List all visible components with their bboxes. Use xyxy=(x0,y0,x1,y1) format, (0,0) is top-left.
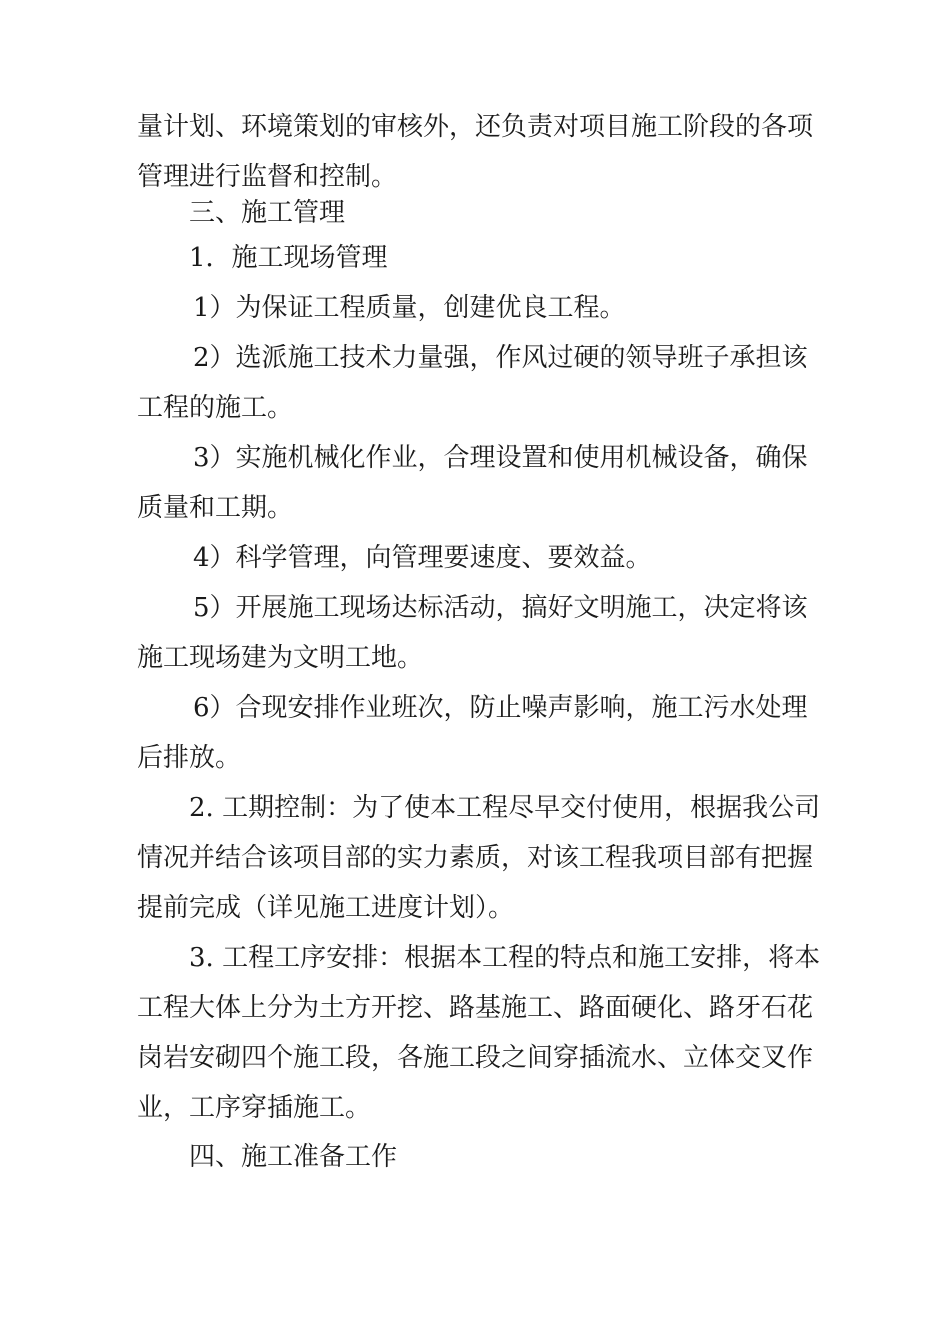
list-item-3 xyxy=(137,433,827,533)
heading-text: 四、施工准备工作 xyxy=(189,1142,398,1172)
text-line: 工程的施工。 xyxy=(137,393,294,423)
list-item-6 xyxy=(137,683,827,783)
text-line: 管理进行监督和控制。 xyxy=(137,162,398,192)
section-heading-preparation xyxy=(189,1132,879,1182)
text-line: 1）为保证工程质量，创建优良工程。 xyxy=(193,293,626,323)
text-line: 3）实施机械化作业，合理设置和使用机械设备，确保 xyxy=(193,443,808,473)
paragraph-process-arrangement xyxy=(137,933,827,1133)
text-line: 5）开展施工现场达标活动，搞好文明施工，决定将该 xyxy=(193,593,808,623)
text-line: 2）选派施工技术力量强，作风过硬的领导班子承担该 xyxy=(193,343,808,373)
text-line: 情况并结合该项目部的实力素质，对该工程我项目部有把握 xyxy=(137,843,814,873)
section-heading-construction-management xyxy=(189,188,879,238)
text-line: 工程大体上分为土方开挖、路基施工、路面硬化、路牙石花 xyxy=(137,993,814,1023)
list-item-1 xyxy=(193,283,883,333)
paragraph-intro-continuation xyxy=(137,102,827,202)
paragraph-schedule-control xyxy=(137,783,827,933)
text-line: 岗岩安砌四个施工段，各施工段之间穿插流水、立体交叉作 xyxy=(137,1043,814,1073)
list-item-4 xyxy=(193,533,883,583)
text-line: 4）科学管理，向管理要速度、要效益。 xyxy=(193,543,652,573)
text-line: 业，工序穿插施工。 xyxy=(137,1093,372,1123)
text-line: 3. 工程工序安排：根据本工程的特点和施工安排，将本 xyxy=(189,943,821,973)
text-line: 2. 工期控制：为了使本工程尽早交付使用，根据我公司 xyxy=(189,793,821,823)
heading-text: 三、施工管理 xyxy=(189,198,346,228)
heading-text: 1．施工现场管理 xyxy=(189,243,388,273)
text-line: 后排放。 xyxy=(137,743,242,773)
subsection-heading-site-management xyxy=(189,233,879,283)
text-line: 施工现场建为文明工地。 xyxy=(137,643,424,673)
list-item-2 xyxy=(137,333,827,433)
text-line: 6）合现安排作业班次，防止噪声影响，施工污水处理 xyxy=(193,693,808,723)
text-line: 质量和工期。 xyxy=(137,493,294,523)
list-item-5 xyxy=(137,583,827,683)
text-line: 提前完成（详见施工进度计划）。 xyxy=(137,893,515,923)
text-line: 量计划、环境策划的审核外，还负责对项目施工阶段的各项 xyxy=(137,112,814,142)
